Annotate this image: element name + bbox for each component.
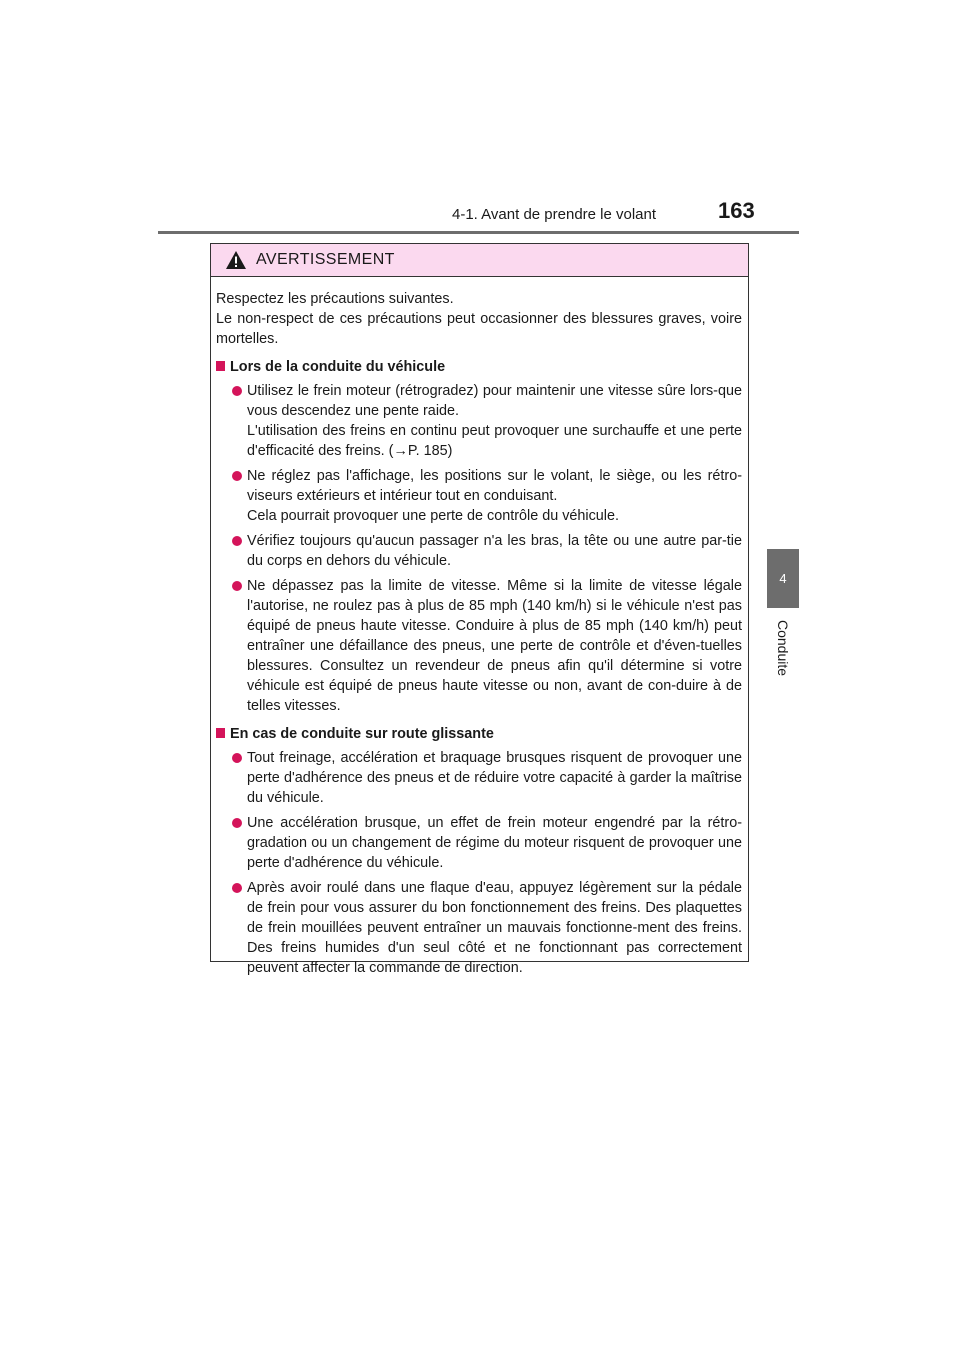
chapter-tab [767, 549, 799, 608]
chapter-number: 4 [779, 571, 787, 586]
list-item [216, 748, 742, 808]
round-bullet-icon [232, 536, 242, 546]
bullet-list [216, 381, 742, 716]
intro-line: Le non-respect de ces précautions peut occasionner des blessures graves, voire mortelles. [216, 311, 742, 347]
section-driving [216, 357, 742, 716]
section-heading-text: En cas de conduite sur route glissante [230, 726, 494, 742]
warning-intro [216, 289, 742, 349]
section-heading-text: Lors de la conduite du véhicule [230, 359, 446, 375]
bullet-paragraph: L'utilisation des freins en continu peut provoquer une surchauffe et une perte d'efficacité des freins. (→P. 185) [247, 423, 742, 459]
bullet-paragraph: Tout freinage, accélération et braquage brusques risquent de provoquer une perte d'adhérence des pneus et de réduire votre capacité à garder la maîtrise du véhicule. [247, 750, 742, 806]
warning-triangle-icon [225, 250, 247, 270]
intro-line: Respectez les précautions suivantes. [216, 291, 454, 307]
square-bullet-icon [216, 361, 225, 371]
round-bullet-icon [232, 883, 242, 893]
square-bullet-icon [216, 728, 225, 738]
list-item [216, 576, 742, 716]
bullet-paragraph: Utilisez le frein moteur (rétrogradez) pour maintenir une vitesse sûre lors-que vous descendez une pente raide. [247, 383, 742, 419]
list-item [216, 531, 742, 571]
bullet-paragraph: Vérifiez toujours qu'aucun passager n'a les bras, la tête ou une autre par-tie du corps en dehors du véhicule. [247, 533, 742, 569]
bullet-paragraph: Ne dépassez pas la limite de vitesse. Même si la limite de vitesse légale l'autorise, ne roulez pas à plus de 85 mph (140 km/h) si le véhicule n'est pas équipé de pneus haute vitesse. Conduire à plus de 85 mph (140 km/h) peut entraîner une défaillance des pneus, une perte de contrôle et d'éven-tuelles blessures. Consultez un revendeur de pneus afin qu'il détermine si votre véhicule est équipé de pneus haute vitesse ou non, avant de con-duire à de telles vitesses. [247, 578, 742, 714]
bullet-paragraph: Cela pourrait provoquer une perte de contrôle du véhicule. [247, 508, 619, 524]
chapter-label: Conduite [775, 619, 792, 677]
chapter-label-wrap [764, 616, 802, 680]
header-rule [158, 231, 799, 234]
bullet-paragraph: Ne réglez pas l'affichage, les positions sur le volant, le siège, ou les rétro-viseurs extérieurs et intérieur tout en conduisant. [247, 468, 742, 504]
section-heading [216, 724, 742, 744]
warning-header [211, 244, 748, 277]
section-title: 4-1. Avant de prendre le volant [452, 206, 657, 223]
page-number: 163 [718, 198, 755, 223]
bullet-paragraph: Après avoir roulé dans une flaque d'eau, appuyez légèrement sur la pédale de frein pour vous assurer du bon fonctionnement des freins. Des plaquettes de frein mouillées peuvent entraîner un mauvais fonctionne-ment des freins. Des freins humides d'un seul côté et ne fonctionnant pas correctement peuvent affecter la commande de direction. [247, 880, 742, 976]
list-item [216, 466, 742, 526]
list-item [216, 813, 742, 873]
warning-box [210, 243, 749, 976]
list-item [216, 381, 742, 461]
list-item [216, 878, 742, 978]
round-bullet-icon [232, 581, 242, 591]
bullet-list [216, 748, 742, 978]
round-bullet-icon [232, 818, 242, 828]
bullet-paragraph: Une accélération brusque, un effet de frein moteur engendré par la rétro-gradation ou un changement de régime du moteur risquent de provoquer une perte d'adhérence du véhicule. [247, 815, 742, 871]
section-heading [216, 357, 742, 377]
warning-title: AVERTISSEMENT [256, 251, 395, 268]
warning-body [211, 277, 748, 978]
section-slippery-road [216, 724, 742, 978]
round-bullet-icon [232, 753, 242, 763]
round-bullet-icon [232, 471, 242, 481]
round-bullet-icon [232, 386, 242, 396]
